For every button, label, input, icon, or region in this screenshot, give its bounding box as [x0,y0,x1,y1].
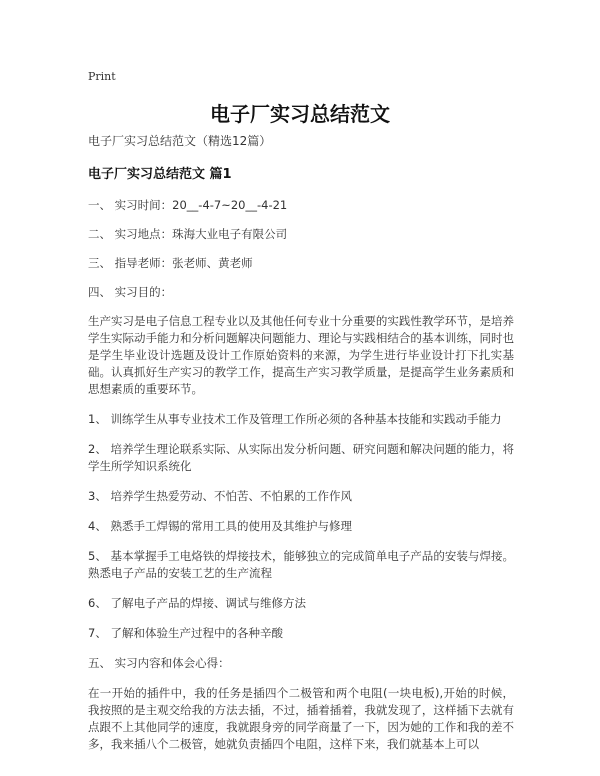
paragraph-content-heading: 五、 实习内容和体会心得： [88,656,230,670]
document-body [88,132,514,766]
list-item-goal-2: 2、 培养学生理论联系实际、从实际出发分析问题、研究问题和解决问题的能力，将学生所学知识系统化 [88,442,514,473]
list-item-goal-1: 1、 训练学生从事专业技术工作及管理工作所必须的各种基本技能和实践动手能力 [88,412,502,426]
list-item-goal-4: 4、 熟悉手工焊锡的常用工具的使用及其维护与修理 [88,519,352,533]
list-item-goal-3: 3、 培养学生热爱劳动、不怕苦、不怕累的工作作风 [88,489,352,503]
paragraph-instructors: 三、 指导老师：张老师、黄老师 [88,256,253,270]
list-item-goal-6: 6、 了解电子产品的焊接、调试与维修方法 [88,596,306,610]
list-item-goal-7: 7、 了解和体验生产过程中的各种辛酸 [88,626,283,640]
document-subtitle: 电子厂实习总结范文（精选12篇） [88,134,272,148]
section-heading: 电子厂实习总结范文 篇1 [88,167,232,182]
paragraph-purpose-heading: 四、 实习目的： [88,285,173,299]
paragraph-internship-location: 二、 实习地点：珠海大业电子有限公司 [88,227,288,241]
list-item-goal-5: 5、 基本掌握手工电烙铁的焊接技术，能够独立的完成简单电子产品的安装与焊接。熟悉电子产品的安装工艺的生产流程 [88,549,514,580]
paragraph-internship-time: 一、 实习时间：20__-4-7~20__-4-21 [88,198,288,212]
print-label[interactable]: Print [88,70,116,83]
paragraph-content-body: 在一开始的插件中，我的任务是插四个二极管和两个电阻(一块电板),开始的时候，我按照的是主观交给我的方法去插，不过，插着插着，我就发现了，这样插下去就有点跟不上其他同学的速度，我就跟身旁的同学商量了一下，因为她的工作和我的差不多，我来插八个二极管，她就负责插四个电阻，这样下来，我们就基本上可以 [88,686,514,751]
document-title: 电子厂实习总结范文 [210,102,390,126]
paragraph-purpose-body: 生产实习是电子信息工程专业以及其他任何专业十分重要的实践性教学环节，是培养学生实际动手能力和分析问题解决问题能力、理论与实践相结合的基本训练，同时也是学生毕业设计选题及设计工作原始资料的来源，为学生进行毕业设计打下扎实基础。认真抓好生产实习的教学工作，提高生产实习教学质量，是提高学生业务素质和思想素质的重要环节。 [88,314,514,396]
